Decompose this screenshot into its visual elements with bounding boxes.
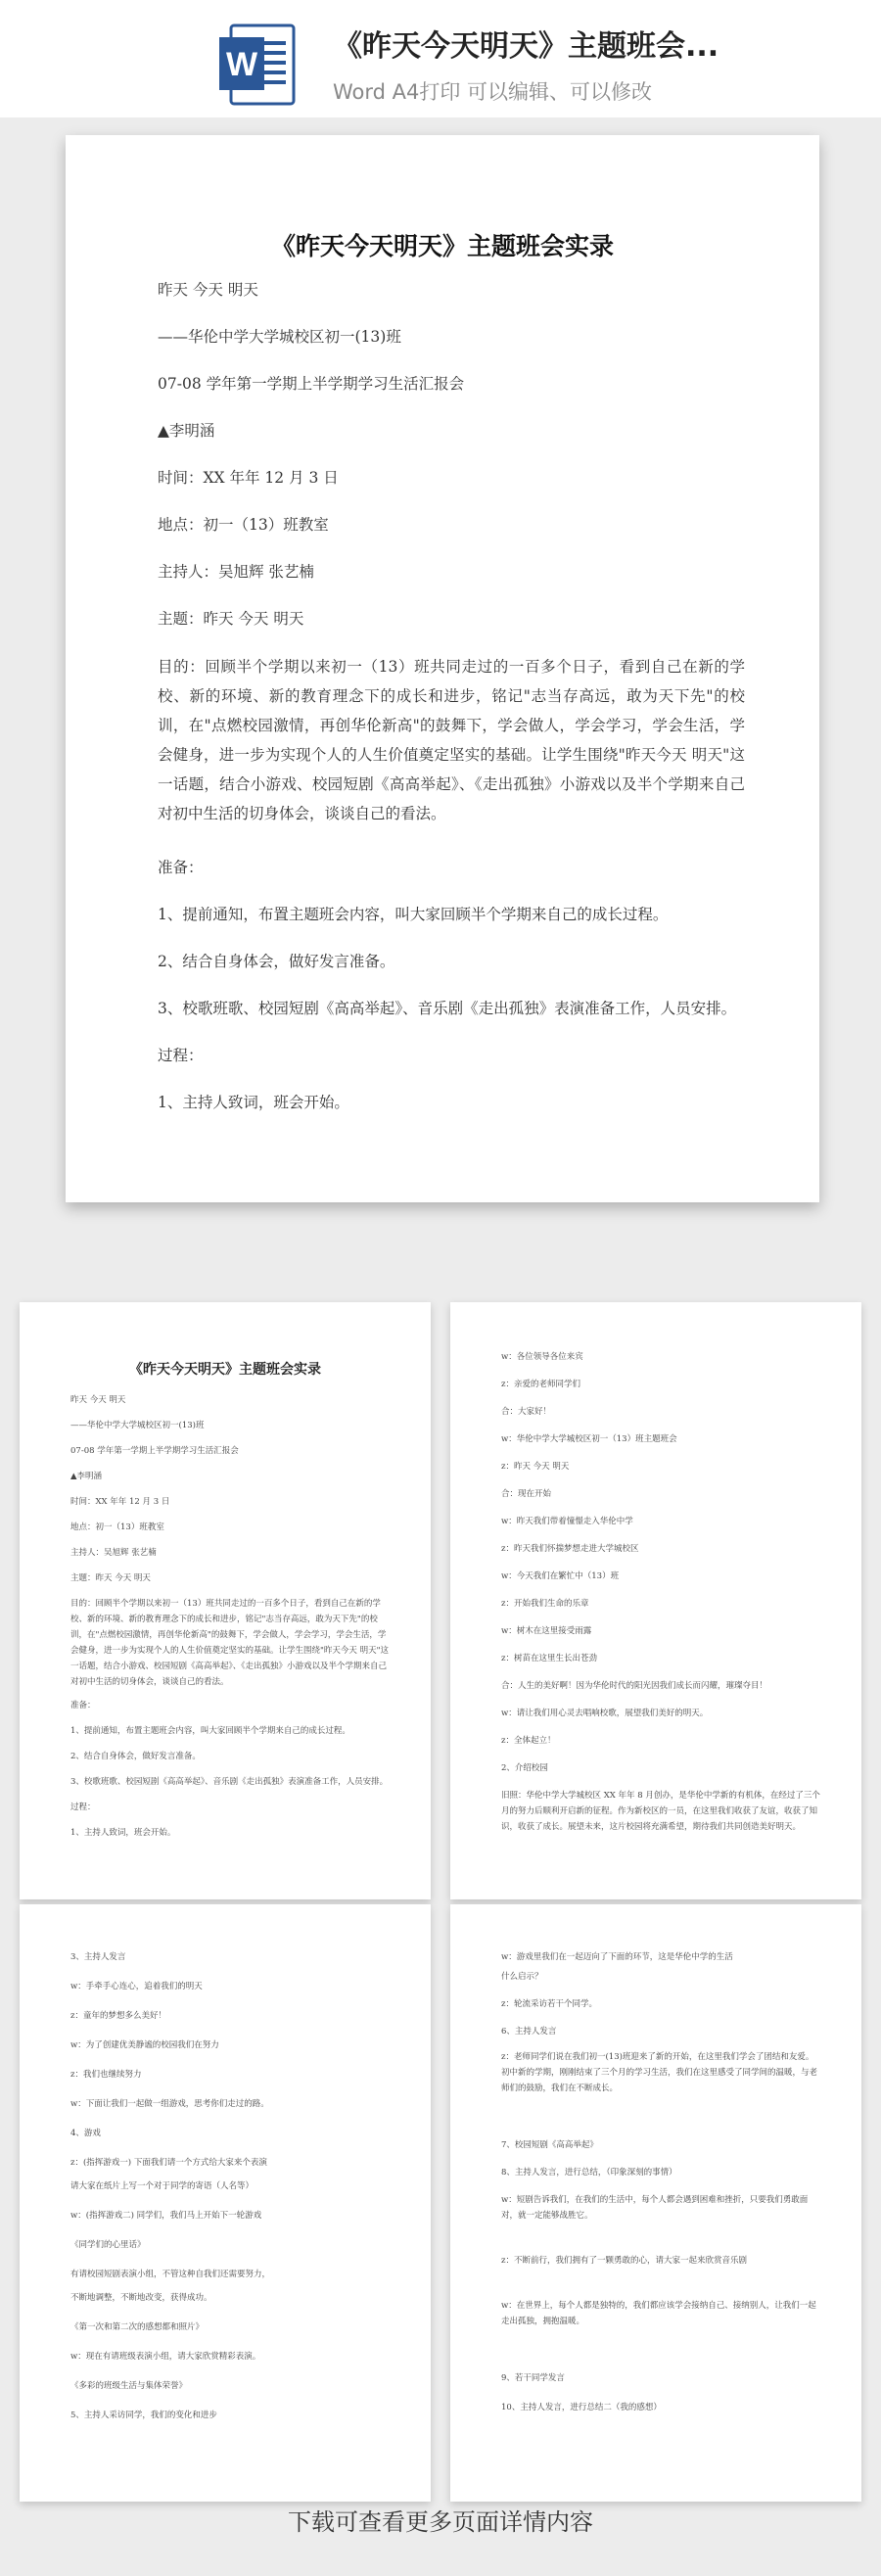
- thumb-line: 4、游戏: [70, 2129, 101, 2138]
- thumb-line: z：亲爱的老师同学们: [501, 1380, 580, 1389]
- thumb-line: 《同学们的心里话》: [70, 2240, 146, 2250]
- thumb-line: 昨天 今天 明天: [70, 1395, 126, 1405]
- thumb-line: w：华伦中学大学城校区初一（13）班主题班会: [501, 1434, 677, 1444]
- thumb-line: z：全体起立！: [501, 1736, 556, 1746]
- page-thumbnail-2[interactable]: [450, 1302, 861, 1899]
- thumb-line: 主题：昨天 今天 明天: [70, 1573, 151, 1583]
- thumb-line: w：游戏里我们在一起迈向了下面的环节，这是华伦中学的生活: [501, 1952, 733, 1962]
- thumb-paragraph: 旧照：华伦中学大学城校区 XX 年年 8 月创办，是华伦中学新的有机体，在经过了三个月的努力后顺利开启新的征程。作为新校区的一员，在这里我们收获了友谊，收获了知识，收获了成长。展望未来，这片校园将充满希望，期待我们共同创造美好明天。: [501, 1791, 820, 1832]
- page-subtitle: Word A4打印 可以编辑、可以修改: [333, 80, 653, 104]
- thumb-line: 时间：XX 年年 12 月 3 日: [70, 1497, 170, 1507]
- thumb-line: w：请让我们用心灵去唱响校歌，展望我们美好的明天。: [501, 1709, 709, 1718]
- document-page-preview: [66, 135, 819, 1202]
- thumb-line: w：各位领导各位来宾: [501, 1352, 583, 1362]
- thumb-line: w：今天我们在繁忙中（13）班: [501, 1571, 620, 1581]
- thumb-line: 07-08 学年第一学期上半学期学习生活汇报会: [70, 1446, 239, 1456]
- thumb-line: w：手牵手心连心，追着我们的明天: [70, 1982, 203, 1991]
- thumb-line: z：昨天 今天 明天: [501, 1462, 570, 1472]
- thumb-line: z：轮流采访若干个同学。: [501, 1999, 597, 2009]
- thumb-line: 8、主持人发言，进行总结，（印象深刻的事情）: [501, 2168, 677, 2178]
- thumb-line: w：树木在这里接受雨露: [501, 1626, 592, 1636]
- thumb-line: 9、若干同学发言: [501, 2373, 565, 2383]
- doc-list-item: 3、校歌班歌、校园短剧《高高举起》、音乐剧《走出孤独》表演准备工作，人员安排。: [158, 1000, 737, 1017]
- doc-line: 主持人：吴旭辉 张艺楠: [158, 563, 314, 581]
- thumb-line: z：昨天我们怀揣梦想走进大学城校区: [501, 1544, 639, 1554]
- doc-purpose-paragraph: 目的：回顾半个学期以来初一（13）班共同走过的一百多个日子，看到自己在新的学校、新的环境、新的教育理念下的成长和进步，铭记"志当存高远，敢为天下先"的校训，在"点燃校园激情，再创华伦新高"的鼓舞下，学会做人，学会学习，学会生活，学会健身，进一步为实现个人的人生价值奠定坚实的基础。让学生围绕"昨天今天 明天"这一话题，结合小游戏、校园短剧《高高举起》、《走出孤独》小游戏以及半个学期来自己对初中生活的切身体会，谈谈自己的看法。: [158, 658, 745, 822]
- thumb-line: 《第一次和第二次的感想都和照片》: [70, 2322, 205, 2332]
- thumb-line: 有请校园短剧表演小组，不管这种自我们还需要努力，: [70, 2270, 271, 2279]
- thumb-line: 3、校歌班歌、校园短剧《高高举起》、音乐剧《走出孤独》表演准备工作，人员安排。: [70, 1777, 389, 1787]
- doc-line: 昨天 今天 明天: [158, 281, 258, 299]
- thumb-line: 不断地调整，不断地改变，获得成功。: [70, 2293, 212, 2303]
- thumb-line: 1、提前通知，布置主题班会内容，叫大家回顾半个学期来自己的成长过程。: [70, 1726, 350, 1736]
- thumb-line: w：为了创建优美静谧的校园我们在努力: [70, 2040, 219, 2050]
- thumb-paragraph: 目的：回顾半个学期以来初一（13）班共同走过的一百多个日子，看到自己在新的学校、新的环境、新的教育理念下的成长和进步，铭记"志当存高远，敢为天下先"的校训，在"点燃校园激情，再创华伦新高"的鼓舞下，学会做人，学会学习，学会生活，学会健身，进一步为实现个人的人生价值奠定坚实的基础。让学生围绕"昨天今天 明天"这一话题，结合小游戏、校园短剧《高高举起》、《走出孤独》小游戏以及半个学期来自己对初中生活的切身体会，谈谈自己的看法。: [70, 1599, 390, 1687]
- header: [0, 0, 881, 117]
- thumb-line: 合：人生的美好啊！因为华伦时代的阳光因我们成长而闪耀，璀璨夺目！: [501, 1681, 768, 1691]
- thumb-line: 合：大家好！: [501, 1407, 552, 1417]
- doc-line: ——华伦中学大学城校区初一(13)班: [158, 328, 401, 346]
- thumb-line: 主持人：吴旭辉 张艺楠: [70, 1548, 157, 1558]
- thumb-paragraph: z：老师同学们说在我们初一(13)班迎来了新的开始，在这里我们学会了团结和友爱。初中新的学期，刚刚结束了三个月的学习生活，我们在这里感受了同学间的温暖，与老师们的鼓励，我们在不断成长。: [501, 2052, 818, 2093]
- thumb-line: 准备：: [70, 1701, 96, 1710]
- page-title: 《昨天今天明天》主题班会...: [333, 29, 719, 64]
- thumb-line: z：童年的梦想多么美好！: [70, 2011, 166, 2021]
- thumb-line: z：(指挥游戏一) 下面我们请一个方式给大家来个表演: [70, 2158, 267, 2168]
- thumb-line: 6、主持人发言: [501, 2027, 557, 2037]
- word-document-icon: [217, 22, 301, 108]
- thumb-line: 过程：: [70, 1803, 96, 1812]
- svg-text:W: W: [225, 46, 258, 83]
- thumb-line: 《多彩的班级生活与集体荣誉》: [70, 2381, 188, 2391]
- doc-line: 时间：XX 年年 12 月 3 日: [158, 469, 339, 487]
- thumb-line: w：下面让我们一起做一组游戏，思考你们走过的路。: [70, 2099, 269, 2109]
- thumb-line: ▲李明涵: [70, 1472, 103, 1481]
- thumb-line: w：现在有请班级表演小组，请大家欣赏精彩表演。: [70, 2352, 261, 2362]
- page-thumbnail-1[interactable]: [20, 1302, 431, 1899]
- doc-line: 07-08 学年第一学期上半学期学习生活汇报会: [158, 375, 465, 393]
- doc-list-item: 2、结合自身体会，做好发言准备。: [158, 953, 395, 970]
- thumb-line: 10、主持人发言，进行总结二（我的感想）: [501, 2403, 662, 2412]
- page-thumbnail-4[interactable]: [450, 1904, 861, 2502]
- thumb-line: ——华伦中学大学城校区初一(13)班: [70, 1421, 205, 1430]
- doc-list-item: 1、主持人致词，班会开始。: [158, 1094, 349, 1111]
- thumb-line: 1、主持人致词，班会开始。: [70, 1828, 176, 1838]
- thumb-line: z：我们也继续努力: [70, 2070, 142, 2080]
- thumb-line: w：昨天我们带着憧憬走入华伦中学: [501, 1517, 633, 1526]
- doc-line: ▲李明涵: [158, 422, 215, 440]
- thumb-line: z：树苗在这里生长出苍劲: [501, 1654, 597, 1663]
- thumb-line: 3、主持人发言: [70, 1952, 126, 1962]
- thumb-line: 合：现在开始: [501, 1489, 552, 1499]
- thumb-line: 5、主持人采访同学，我们的变化和进步: [70, 2411, 217, 2420]
- page-thumbnail-3[interactable]: [20, 1904, 431, 2502]
- thumb-paragraph: w：在世界上，每个人都是独特的，我们都应该学会接纳自己、接纳别人，让我们一起走出孤独，拥抱温暖。: [501, 2301, 816, 2326]
- thumb-line: 7、校园短剧《高高举起》: [501, 2140, 598, 2150]
- thumb-line: 什么启示？: [501, 1972, 543, 1982]
- thumb-paragraph: w：短剧告诉我们，在我们的生活中，每个人都会遇到困难和挫折，只要我们勇敢面对，就一定能够战胜它。: [501, 2195, 809, 2221]
- download-more-link[interactable]: 下载可查看更多页面详情内容: [288, 2508, 593, 2536]
- doc-section-heading: 准备：: [158, 859, 204, 876]
- thumb-line: 请大家在纸片上写一个对于同学的寄语（人名等）: [70, 2181, 255, 2191]
- thumb-line: z：开始我们生命的乐章: [501, 1599, 589, 1609]
- thumb-paragraph: z：不断前行，我们拥有了一颗勇敢的心，请大家一起来欣赏音乐剧: [501, 2256, 747, 2266]
- thumb-line: w：(指挥游戏二) 同学们，我们马上开始下一轮游戏: [70, 2211, 262, 2221]
- thumb-line: 地点：初一（13）班教室: [70, 1522, 164, 1532]
- thumb-line: 2、介绍校园: [501, 1763, 548, 1773]
- doc-list-item: 1、提前通知，布置主题班会内容，叫大家回顾半个学期来自己的成长过程。: [158, 906, 669, 923]
- doc-line: 地点：初一（13）班教室: [158, 516, 329, 534]
- thumb-line: 2、结合自身体会，做好发言准备。: [70, 1752, 201, 1761]
- document-title: 《昨天今天明天》主题班会实录: [270, 232, 614, 260]
- thumb-title: 《昨天今天明天》主题班会实录: [129, 1362, 321, 1378]
- doc-line: 主题：昨天 今天 明天: [158, 610, 304, 628]
- doc-section-heading: 过程：: [158, 1047, 204, 1064]
